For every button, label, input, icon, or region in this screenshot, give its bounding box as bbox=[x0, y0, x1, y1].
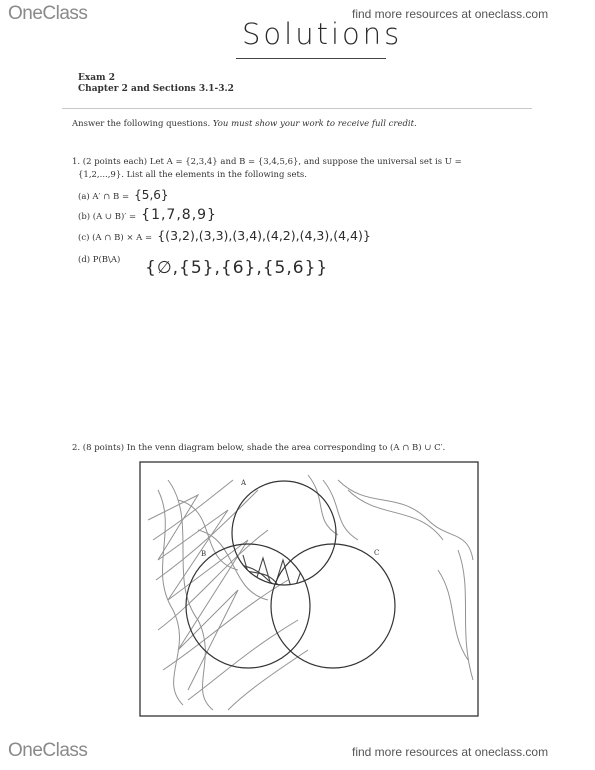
oneclass-logo-footer: OneClass bbox=[8, 740, 88, 761]
label-b: B bbox=[201, 550, 207, 558]
label-a: A bbox=[241, 479, 247, 487]
page-title: Solutions bbox=[242, 17, 403, 51]
instructions bbox=[72, 119, 417, 129]
q1-part-b-answer: {1,7,8,9} bbox=[141, 207, 217, 223]
header-rule bbox=[62, 108, 532, 109]
q1-line2: {1,2,...,9}. List all the elements in the following sets. bbox=[78, 170, 307, 180]
chapter-heading: Chapter 2 and Sections 3.1-3.2 bbox=[78, 84, 234, 94]
q1-part-a-label: (a) A′ ∩ B = bbox=[78, 192, 130, 202]
q1-part-c-label: (c) (A ∩ B) × A = bbox=[78, 233, 153, 243]
q1-part-b bbox=[78, 204, 217, 223]
q1-line1: 1. (2 points each) Let A = {2,3,4} and B = {3,4,5,6}, and suppose the universal set is U = bbox=[72, 157, 462, 167]
resources-link-footer[interactable]: find more resources at oneclass.com bbox=[352, 745, 549, 759]
circle-c bbox=[271, 544, 395, 668]
shading-scribble bbox=[148, 475, 473, 710]
venn-diagram bbox=[138, 460, 480, 718]
exam-heading: Exam 2 bbox=[78, 73, 115, 83]
q1-part-a-answer: {5,6} bbox=[134, 188, 169, 202]
q1-part-c bbox=[78, 225, 371, 244]
q1-part-b-label: (b) (A ∪ B)′ = bbox=[78, 212, 137, 222]
instructions-plain: Answer the following questions. bbox=[72, 119, 211, 129]
q2-text: 2. (8 points) In the venn diagram below, shade the area corresponding to (A ∩ B) ∪ C′. bbox=[72, 443, 446, 453]
circle-b bbox=[186, 544, 310, 668]
oneclass-logo: OneClass bbox=[8, 3, 88, 24]
circle-a bbox=[232, 481, 336, 585]
title-underline bbox=[236, 58, 386, 59]
resources-link[interactable]: find more resources at oneclass.com bbox=[352, 7, 549, 21]
label-c: C bbox=[374, 549, 380, 557]
q1-part-d bbox=[78, 247, 120, 266]
q1-part-a bbox=[78, 184, 169, 203]
q1-part-d-answer: {∅,{5},{6},{5,6}} bbox=[145, 258, 329, 278]
q1-part-c-answer: {(3,2),(3,3),(3,4),(4,2),(4,3),(4,4)} bbox=[157, 228, 371, 243]
universe-box bbox=[140, 462, 478, 716]
q1-part-d-label: (d) P(B\A) bbox=[78, 255, 121, 265]
instructions-emph: You must show your work to receive full credit. bbox=[212, 119, 417, 129]
